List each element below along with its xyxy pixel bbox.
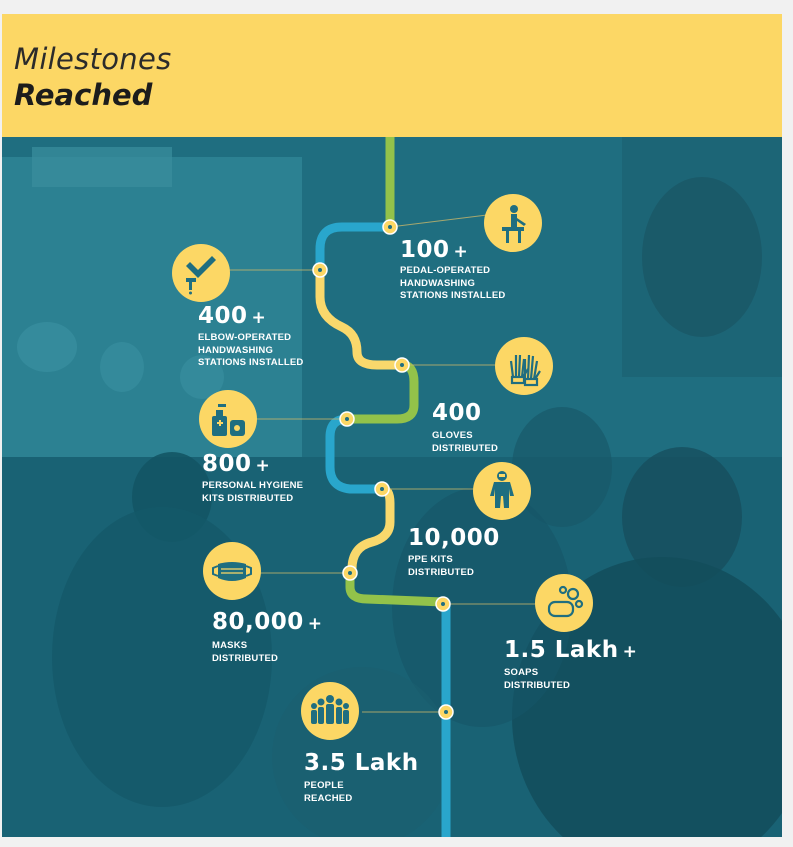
milestone-5-value: 10,000 xyxy=(408,525,500,551)
milestone-7-value: 1.5 Lakh + xyxy=(504,637,638,663)
mask-icon xyxy=(203,542,261,600)
ppe-suit-icon xyxy=(473,462,531,520)
milestone-4-label: PERSONAL HYGIENE KITS DISTRIBUTED xyxy=(202,480,304,504)
header-banner xyxy=(2,14,782,137)
milestone-3-value: 400 xyxy=(432,400,482,426)
soap-icon xyxy=(535,574,593,632)
milestone-6-value: 80,000 + xyxy=(212,609,323,635)
people-icon xyxy=(301,682,359,740)
milestones-infographic xyxy=(2,14,782,837)
milestone-5-label: PPE KITS DISTRIBUTED xyxy=(408,554,475,578)
milestone-1-value: 100 + xyxy=(400,237,469,263)
milestone-4-value: 800 + xyxy=(202,451,271,477)
milestone-8-label: PEOPLE REACHED xyxy=(304,780,353,804)
milestone-6-label: MASKS DISTRIBUTED xyxy=(212,640,279,664)
background-photo xyxy=(2,137,782,837)
timeline-path xyxy=(2,137,782,837)
hygiene-kit-icon xyxy=(199,390,257,448)
milestone-1-label: PEDAL-OPERATED HANDWASHING STATIONS INSTALLED xyxy=(400,265,506,301)
milestone-3-label: GLOVES DISTRIBUTED xyxy=(432,430,499,454)
gloves-icon xyxy=(495,337,553,395)
milestone-2-label: ELBOW-OPERATED HANDWASHING STATIONS INSTALLED xyxy=(198,332,304,368)
handwashing-station-icon xyxy=(484,194,542,252)
milestone-8-value: 3.5 Lakh xyxy=(304,750,419,776)
milestone-2-value: 400 + xyxy=(198,303,267,329)
elbow-tap-icon xyxy=(172,244,230,302)
title-light: Milestones xyxy=(14,42,172,76)
title-bold: Reached xyxy=(14,78,153,112)
milestone-7-label: SOAPS DISTRIBUTED xyxy=(504,667,571,691)
